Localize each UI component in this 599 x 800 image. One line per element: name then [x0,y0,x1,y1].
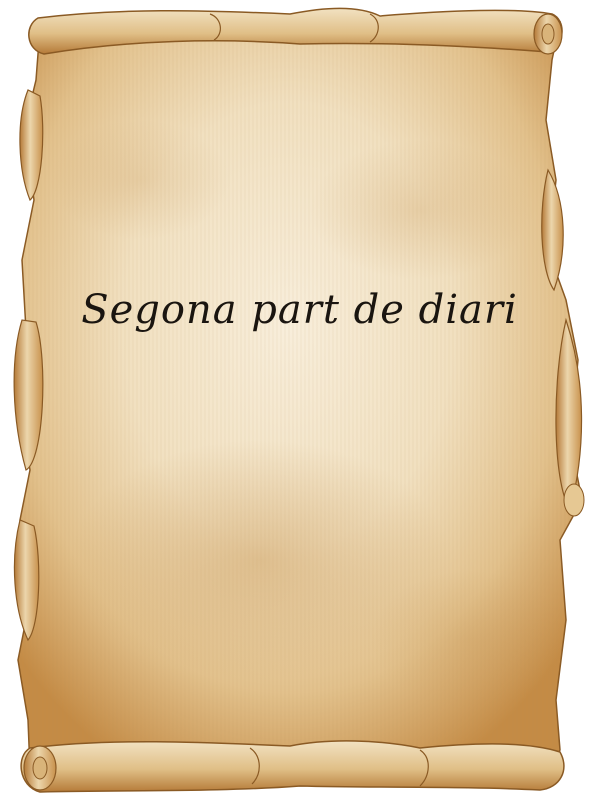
left-roll-bottom [14,520,38,640]
parchment-title: Segona part de diari [81,287,518,333]
bottom-roll [21,741,564,792]
